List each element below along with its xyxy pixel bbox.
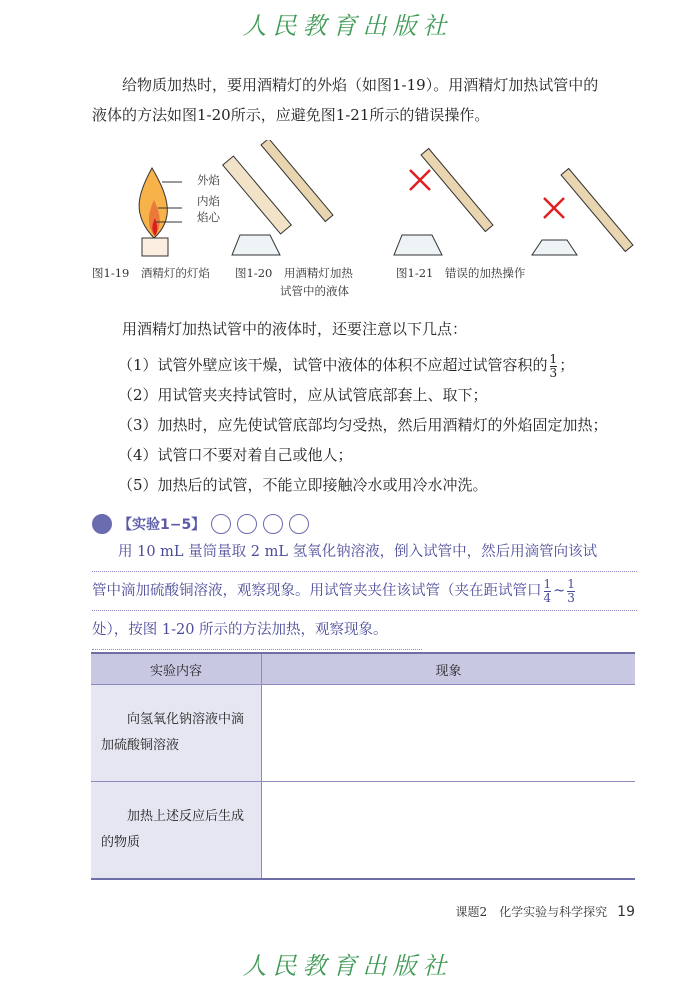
label-inner-flame: 内焰 — [197, 194, 220, 208]
note-item: （5）加热后的试管，不能立即接触冷水或用冷水冲洗。 — [118, 476, 488, 494]
figure-caption-1-21: 图1-21 错误的加热操作 — [396, 266, 526, 280]
numerator: 1 — [567, 576, 575, 591]
numerator: 1 — [543, 576, 552, 591]
intro-line: 给物质加热时，要用酒精灯的外焰（如图1-19）。用酒精灯加热试管中的 — [122, 76, 599, 94]
figure-caption-1-20 — [235, 264, 353, 300]
correct-heating — [223, 140, 333, 255]
denominator: 4 — [543, 590, 552, 605]
table-cell-content: 加热上述反应后生成的物质 — [91, 782, 262, 880]
label-flame-core: 焰心 — [197, 210, 220, 224]
note-text: （1）试管外壁应该干燥，试管中液体的体积不应超过试管容积的 — [118, 356, 548, 374]
denominator: 3 — [549, 365, 558, 380]
goggles-icon — [211, 514, 231, 534]
flame-warning-icon — [237, 514, 257, 534]
notes-list — [118, 350, 638, 500]
note-item: （4）试管口不要对着自己或他人； — [118, 446, 353, 464]
procedure-line — [92, 572, 637, 611]
publisher-logo: 人民教育出版社 — [242, 952, 453, 980]
fraction-one-quarter — [544, 578, 552, 605]
note-item: （3）加热时，应先使试管底部均匀受热，然后用酒精灯的外焰固定加热； — [118, 416, 608, 434]
flame-diagram — [139, 168, 182, 256]
fraction-one-third — [550, 353, 558, 380]
table-row — [91, 685, 635, 782]
note-item: （2）用试管夹夹持试管时，应从试管底部套上、取下； — [118, 386, 488, 404]
denominator: 3 — [567, 590, 575, 605]
wrong-heating-2 — [532, 168, 633, 255]
page-footer — [456, 903, 635, 920]
notes-intro: 用酒精灯加热试管中的液体时，还要注意以下几点： — [122, 320, 468, 338]
table-cell-result — [262, 685, 636, 782]
wrong-heating-1 — [394, 148, 493, 255]
experiment-header — [92, 514, 309, 534]
hot-surface-icon — [263, 514, 283, 534]
figure-caption-1-19: 图1-19 酒精灯的灯焰 — [92, 266, 210, 280]
fraction-one-third — [567, 578, 575, 605]
table-header-row — [91, 653, 635, 685]
page-number: 19 — [617, 904, 635, 920]
tilde: ~ — [553, 583, 566, 599]
procedure-line: 用 10 mL 量筒量取 2 mL 氢氧化钠溶液，倒入试管中，然后用滴管向该试 — [92, 533, 637, 572]
experiment-table — [91, 652, 635, 880]
table-cell-result — [262, 782, 636, 880]
experiment-title: 【实验1−5】 — [118, 517, 206, 533]
column-header: 现象 — [262, 653, 636, 685]
experiment-procedure — [92, 533, 637, 650]
numerator: 1 — [549, 351, 558, 366]
table-row — [91, 782, 635, 880]
label-outer-flame: 外焰 — [197, 173, 220, 187]
caption-line: 图1-20 用酒精灯加热 — [235, 266, 353, 280]
caption-line: 试管中的液体 — [280, 284, 349, 298]
intro-line: 液体的方法如图1-20所示，应避免图1-21所示的错误操作。 — [92, 106, 490, 124]
procedure-text: 管中滴加硫酸铜溶液，观察现象。用试管夹夹住该试管（夹在距试管口 — [92, 583, 542, 599]
procedure-line: 处），按图 1-20 所示的方法加热，观察现象。 — [92, 611, 422, 650]
chapter-title: 课题2 化学实验与科学探究 — [455, 905, 608, 919]
intro-paragraph — [92, 70, 637, 130]
note-text: ； — [559, 356, 575, 374]
table-cell-content: 向氢氧化钠溶液中滴加硫酸铜溶液 — [91, 685, 262, 782]
publisher-logo: 人民教育出版社 — [242, 12, 453, 40]
alcohol-lamp-illustrations — [92, 140, 637, 260]
note-item — [118, 350, 638, 380]
flask-icon — [92, 514, 112, 534]
column-header: 实验内容 — [91, 653, 262, 685]
wash-hands-icon — [289, 514, 309, 534]
